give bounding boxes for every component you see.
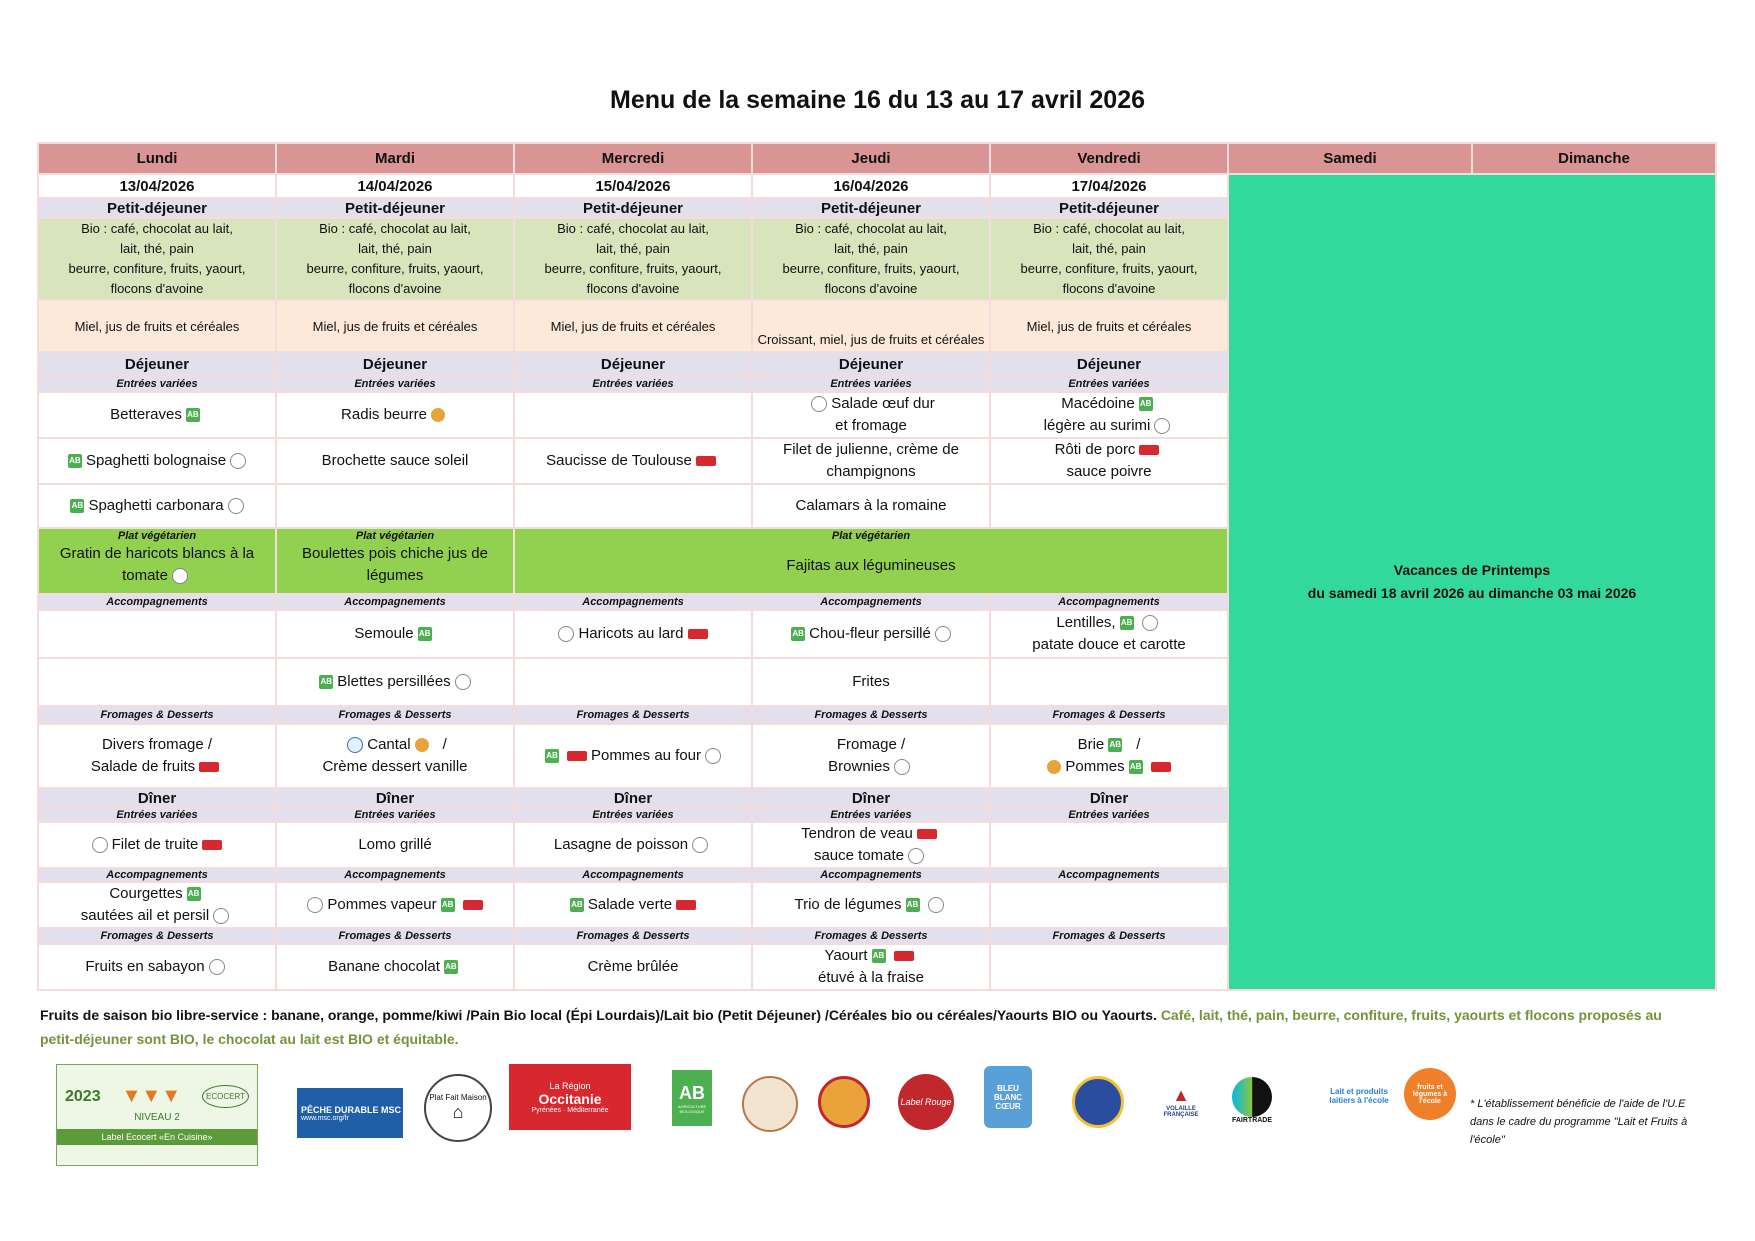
occitanie-icon bbox=[463, 900, 483, 910]
dish-cell bbox=[276, 944, 514, 990]
section-label: Plat végétarien bbox=[831, 530, 911, 542]
ecocert-label: Label Ecocert «En Cuisine» bbox=[57, 1129, 257, 1145]
meal-label: Déjeuner bbox=[38, 352, 276, 376]
dish-name: Crème dessert vanille bbox=[322, 758, 468, 775]
dish-name: Salade verte bbox=[587, 896, 673, 913]
section-label: Fromages & Desserts bbox=[990, 706, 1228, 724]
vegetarian-cell bbox=[514, 528, 752, 594]
section-label: Plat végétarien bbox=[355, 530, 435, 542]
fait-maison-logo bbox=[424, 1074, 492, 1142]
homemade-icon bbox=[455, 674, 471, 690]
breakfast-bio-cell bbox=[38, 218, 276, 300]
dish-cell bbox=[38, 944, 276, 990]
house-icon: ⌂ bbox=[452, 1102, 464, 1122]
dish-name: Fruits en sabayon bbox=[85, 958, 205, 975]
dish-cell bbox=[514, 944, 752, 990]
ab-organic-icon: AB bbox=[441, 898, 455, 912]
dish-name: Saucisse de Toulouse bbox=[546, 452, 692, 469]
section-label: Fromages & Desserts bbox=[276, 928, 514, 944]
occitanie-icon bbox=[202, 840, 222, 850]
dish-name: patate douce et carotte bbox=[1032, 636, 1186, 653]
section-label: Accompagnements bbox=[752, 868, 990, 882]
dish-cell bbox=[276, 610, 514, 658]
section-label: Entrées variées bbox=[38, 376, 276, 392]
homemade-icon bbox=[1142, 615, 1158, 631]
section-label: Accompagnements bbox=[990, 594, 1228, 610]
dish-cell bbox=[752, 944, 990, 990]
page-title: Menu de la semaine 16 du 13 au 17 avril 2026 bbox=[610, 86, 1145, 114]
dish-name: et fromage bbox=[835, 417, 907, 434]
breakfast-extra: Miel, jus de fruits et céréales bbox=[276, 300, 514, 352]
lait-ecole-logo bbox=[1328, 1070, 1390, 1122]
breakfast-bio-cell bbox=[990, 218, 1228, 300]
homemade-icon bbox=[172, 568, 188, 584]
dish-cell bbox=[276, 392, 514, 438]
dish-cell bbox=[990, 822, 1228, 868]
fait-maison-label: Plat Fait Maison bbox=[429, 1093, 487, 1102]
date-cell: 17/04/2026 bbox=[990, 174, 1228, 198]
dish-cell bbox=[752, 882, 990, 928]
dish-cell bbox=[38, 822, 276, 868]
msc-url: www.msc.org/fr bbox=[301, 1114, 349, 1122]
ecocert-logo bbox=[56, 1064, 258, 1166]
breakfast-bio-cell bbox=[514, 218, 752, 300]
meal-label: Dîner bbox=[752, 788, 990, 808]
vpf-label: VOLAILLE FRANÇAISE bbox=[1163, 1105, 1199, 1118]
meal-label: Petit-déjeuner bbox=[514, 198, 752, 218]
eu-funding-note: * L'établissement bénéficie de l'aide de l'U.E dans le cadre du programme "Lait et Fruits à l'école" bbox=[1470, 1098, 1688, 1146]
breakfast-extra: Miel, jus de fruits et céréales bbox=[990, 300, 1228, 352]
ab-organic-icon: AB bbox=[70, 499, 84, 513]
section-label: Plat végétarien bbox=[117, 530, 197, 542]
ecocert-badge: ECOCERT bbox=[202, 1085, 249, 1108]
section-label: Entrées variées bbox=[752, 808, 990, 822]
dish-name: Frites bbox=[852, 673, 890, 690]
occitanie-icon bbox=[688, 629, 708, 639]
dish-name: Crème brûlée bbox=[587, 958, 679, 975]
dish-name: Macédoine bbox=[1061, 395, 1135, 412]
dish-cell bbox=[514, 822, 752, 868]
lait-ecole-label: Lait et produits laitiers à l'école bbox=[1329, 1087, 1389, 1105]
dish-name: Betteraves bbox=[110, 406, 182, 423]
dish-name: Calamars à la romaine bbox=[795, 497, 947, 514]
footer-note bbox=[40, 1003, 1680, 1051]
dish-name: tomate bbox=[122, 567, 168, 584]
dish-cell bbox=[514, 392, 752, 438]
bio-line: beurre, confiture, fruits, yaourt, bbox=[782, 261, 960, 276]
homemade-icon bbox=[894, 759, 910, 775]
dish-cell bbox=[38, 658, 276, 706]
dish-cell bbox=[752, 610, 990, 658]
dish-cell bbox=[990, 610, 1228, 658]
meal-label: Dîner bbox=[990, 788, 1228, 808]
section-label: Accompagnements bbox=[752, 594, 990, 610]
dish-name: Courgettes bbox=[109, 885, 183, 902]
bio-line: lait, thé, pain bbox=[358, 241, 432, 256]
breakfast-extra: Miel, jus de fruits et céréales bbox=[514, 300, 752, 352]
slash: / bbox=[1136, 736, 1141, 753]
bio-line: Bio : café, chocolat au lait, bbox=[81, 221, 233, 236]
breakfast-extra: Miel, jus de fruits et céréales bbox=[38, 300, 276, 352]
dish-cell bbox=[514, 724, 752, 788]
aop-icon bbox=[415, 738, 429, 752]
occitanie-icon bbox=[567, 751, 587, 761]
homemade-icon bbox=[228, 498, 244, 514]
carrot-icon: ▼▼▼ bbox=[121, 1085, 181, 1107]
meal-label: Déjeuner bbox=[276, 352, 514, 376]
section-label: Fromages & Desserts bbox=[514, 706, 752, 724]
ab-organic-icon: AB bbox=[1120, 616, 1134, 630]
ab-organic-icon: AB bbox=[418, 627, 432, 641]
ab-organic-icon: AB bbox=[1129, 760, 1143, 774]
dish-name: Blettes persillées bbox=[337, 673, 451, 690]
dish-name: Tendron de veau bbox=[801, 825, 913, 842]
dish-cell bbox=[276, 438, 514, 484]
day-header: Samedi bbox=[1228, 143, 1472, 174]
homemade-icon bbox=[908, 848, 924, 864]
vacation-block bbox=[1228, 174, 1716, 990]
meal-label: Déjeuner bbox=[752, 352, 990, 376]
dish-cell bbox=[990, 882, 1228, 928]
dish-name: Divers fromage / bbox=[101, 736, 213, 753]
section-label: Fromages & Desserts bbox=[752, 928, 990, 944]
dish-name: sauce poivre bbox=[1066, 463, 1152, 480]
dish-cell bbox=[38, 724, 276, 788]
vegetarian-cell bbox=[990, 528, 1228, 594]
slash: / bbox=[442, 736, 447, 753]
dish-name: Rôti de porc bbox=[1054, 441, 1136, 458]
bio-line: beurre, confiture, fruits, yaourt, bbox=[306, 261, 484, 276]
section-label: Entrées variées bbox=[752, 376, 990, 392]
ab-organic-icon: AB bbox=[68, 454, 82, 468]
date-cell: 13/04/2026 bbox=[38, 174, 276, 198]
homemade-icon bbox=[811, 396, 827, 412]
day-header: Jeudi bbox=[752, 143, 990, 174]
breakfast-extra: Croissant, miel, jus de fruits et céréales bbox=[752, 300, 990, 352]
section-label: Fromages & Desserts bbox=[38, 928, 276, 944]
day-header: Lundi bbox=[38, 143, 276, 174]
dish-cell bbox=[990, 392, 1228, 438]
dish-name: étuvé à la fraise bbox=[818, 969, 924, 986]
vacation-title: Vacances de Printemps bbox=[1393, 562, 1551, 578]
dish-cell bbox=[276, 822, 514, 868]
dish-name: sauce tomate bbox=[813, 847, 905, 864]
section-label: Accompagnements bbox=[990, 868, 1228, 882]
menu-table bbox=[37, 142, 1717, 991]
occitanie-icon bbox=[1151, 762, 1171, 772]
local-product-icon bbox=[431, 408, 445, 422]
ab-organic-icon: AB bbox=[319, 675, 333, 689]
occitanie-icon bbox=[676, 900, 696, 910]
dish-cell bbox=[38, 610, 276, 658]
breakfast-bio-cell bbox=[752, 218, 990, 300]
section-label: Fromages & Desserts bbox=[276, 706, 514, 724]
bbc-label: BLEU BLANC CŒUR bbox=[994, 1083, 1022, 1111]
dish-name: Lomo grillé bbox=[358, 836, 432, 853]
occitanie-logo bbox=[509, 1064, 631, 1130]
dish-name: Trio de légumes bbox=[794, 896, 902, 913]
aop-icon bbox=[818, 1076, 870, 1128]
dish-cell bbox=[990, 944, 1228, 990]
bio-line: flocons d'avoine bbox=[110, 281, 204, 296]
dish-cell bbox=[514, 484, 752, 528]
ab-label: AB bbox=[679, 1082, 705, 1103]
dish-name: Pommes au four bbox=[590, 747, 702, 764]
dish-name: Semoule bbox=[354, 625, 414, 642]
dish-name: Pommes bbox=[1065, 758, 1125, 775]
meal-label: Petit-déjeuner bbox=[752, 198, 990, 218]
dish-name: Radis beurre bbox=[341, 406, 427, 423]
section-label: Fromages & Desserts bbox=[38, 706, 276, 724]
dish-cell bbox=[276, 484, 514, 528]
flag-icon: ▲ bbox=[1172, 1084, 1190, 1105]
fruits-ecole-label: fruits et légumes à l'école bbox=[1412, 1083, 1448, 1105]
section-label: Accompagnements bbox=[514, 594, 752, 610]
occitanie-icon bbox=[199, 762, 219, 772]
bio-line: Bio : café, chocolat au lait, bbox=[795, 221, 947, 236]
dish-name: Haricots au lard bbox=[578, 625, 684, 642]
section-label: Accompagnements bbox=[38, 868, 276, 882]
fruits-ecole-logo bbox=[1404, 1068, 1456, 1120]
fruits-ecole-icon bbox=[1047, 760, 1061, 774]
igp-icon bbox=[1072, 1076, 1124, 1128]
msc-icon bbox=[347, 737, 363, 753]
dish-cell bbox=[752, 438, 990, 484]
homemade-icon bbox=[92, 837, 108, 853]
ecocert-year: 2023 bbox=[65, 1087, 101, 1105]
section-label: Entrées variées bbox=[514, 808, 752, 822]
section-label: Fromages & Desserts bbox=[514, 928, 752, 944]
ab-organic-icon: AB bbox=[872, 949, 886, 963]
bio-line: lait, thé, pain bbox=[834, 241, 908, 256]
dish-cell bbox=[276, 658, 514, 706]
ab-sub: AGRICULTURE BIOLOGIQUE bbox=[677, 1103, 707, 1114]
meal-label: Dîner bbox=[38, 788, 276, 808]
ab-organic-icon: AB bbox=[545, 749, 559, 763]
label-rouge-logo bbox=[898, 1074, 954, 1130]
section-label: Entrées variées bbox=[514, 376, 752, 392]
date-cell: 15/04/2026 bbox=[514, 174, 752, 198]
homemade-icon bbox=[558, 626, 574, 642]
dish-cell bbox=[38, 484, 276, 528]
dish-name: légère au surimi bbox=[1043, 417, 1151, 434]
ab-logo bbox=[672, 1070, 712, 1126]
dish-name: Salade de fruits bbox=[90, 758, 196, 775]
dish-name: Spaghetti carbonara bbox=[88, 497, 224, 514]
occitanie-icon bbox=[1139, 445, 1159, 455]
ab-organic-icon: AB bbox=[1139, 397, 1153, 411]
dish-cell bbox=[752, 392, 990, 438]
dish-name: Brownies bbox=[828, 758, 890, 775]
section-label: Accompagnements bbox=[38, 594, 276, 610]
date-cell: 16/04/2026 bbox=[752, 174, 990, 198]
meal-label: Petit-déjeuner bbox=[990, 198, 1228, 218]
dish-name: Banane chocolat bbox=[328, 958, 440, 975]
dish-cell bbox=[38, 882, 276, 928]
bio-line: Bio : café, chocolat au lait, bbox=[319, 221, 471, 236]
dish-name: légumes bbox=[366, 567, 424, 584]
dish-cell bbox=[990, 658, 1228, 706]
vegetarian-cell bbox=[38, 528, 276, 594]
dish-cell bbox=[990, 724, 1228, 788]
section-label: Entrées variées bbox=[990, 808, 1228, 822]
homemade-icon bbox=[213, 908, 229, 924]
section-label: Accompagnements bbox=[276, 868, 514, 882]
footer-text: Fruits de saison bio libre-service : banane, orange, pomme/kiwi /Pain Bio local (Épi Lourdais)/Lait bio (Petit Déjeuner) /Céréales bio ou céréales/Yaourts BIO ou Yaourts. bbox=[40, 1007, 1157, 1023]
dish-cell bbox=[276, 724, 514, 788]
dish-cell bbox=[752, 822, 990, 868]
dish-name: Fromage / bbox=[836, 736, 906, 753]
vegetarian-cell bbox=[752, 528, 990, 594]
date-cell: 14/04/2026 bbox=[276, 174, 514, 198]
bio-line: beurre, confiture, fruits, yaourt, bbox=[544, 261, 722, 276]
homemade-icon bbox=[935, 626, 951, 642]
bio-line: Bio : café, chocolat au lait, bbox=[557, 221, 709, 236]
vegetarian-cell bbox=[276, 528, 514, 594]
msc-label: PÊCHE DURABLE MSC bbox=[301, 1104, 402, 1115]
bio-line: flocons d'avoine bbox=[1062, 281, 1156, 296]
dish-cell bbox=[276, 882, 514, 928]
dish-cell bbox=[514, 438, 752, 484]
homemade-icon bbox=[692, 837, 708, 853]
meal-label: Petit-déjeuner bbox=[276, 198, 514, 218]
meal-label: Petit-déjeuner bbox=[38, 198, 276, 218]
dish-name: Yaourt bbox=[824, 947, 868, 964]
dish-cell bbox=[514, 610, 752, 658]
homemade-icon bbox=[230, 453, 246, 469]
occitanie-icon bbox=[894, 951, 914, 961]
bio-line: flocons d'avoine bbox=[348, 281, 442, 296]
label-rouge-text: Label Rouge bbox=[900, 1097, 952, 1107]
homemade-icon bbox=[1154, 418, 1170, 434]
dish-cell bbox=[38, 392, 276, 438]
dish-cell bbox=[514, 658, 752, 706]
fairtrade-label: FAIRTRADE bbox=[1231, 1116, 1273, 1124]
homemade-icon bbox=[928, 897, 944, 913]
section-label: Entrées variées bbox=[276, 376, 514, 392]
dish-cell bbox=[752, 658, 990, 706]
dish-name: Brie bbox=[1077, 736, 1105, 753]
ab-organic-icon: AB bbox=[1108, 738, 1122, 752]
bio-line: lait, thé, pain bbox=[596, 241, 670, 256]
bio-line: flocons d'avoine bbox=[586, 281, 680, 296]
dish-name: Gratin de haricots blancs à la bbox=[59, 545, 255, 562]
dish-name: Boulettes pois chiche jus de bbox=[302, 545, 488, 562]
dish-name: Filet de truite bbox=[111, 836, 199, 853]
section-label: Fromages & Desserts bbox=[990, 928, 1228, 944]
bio-line: lait, thé, pain bbox=[1072, 241, 1146, 256]
vacation-dates: du samedi 18 avril 2026 au dimanche 03 mai 2026 bbox=[1307, 585, 1637, 601]
dish-cell bbox=[990, 484, 1228, 528]
ab-organic-icon: AB bbox=[906, 898, 920, 912]
day-header: Vendredi bbox=[990, 143, 1228, 174]
dish-name: Lasagne de poisson bbox=[553, 836, 689, 853]
footer-bio-text: Café, lait, thé, pain, beurre, confiture, fruits, yaourts et flocons proposés au petit-déjeuner sont BIO, le chocolat au lait est BIO et équitable. bbox=[40, 1007, 1662, 1047]
homemade-icon bbox=[307, 897, 323, 913]
section-label: Accompagnements bbox=[276, 594, 514, 610]
dish-name: champignons bbox=[826, 463, 916, 480]
bio-line: beurre, confiture, fruits, yaourt, bbox=[1020, 261, 1198, 276]
meal-label: Déjeuner bbox=[990, 352, 1228, 376]
dish-name: sautées ail et persil bbox=[80, 907, 210, 924]
dish-name: Spaghetti bolognaise bbox=[85, 452, 227, 469]
dish-cell bbox=[990, 438, 1228, 484]
bio-line: lait, thé, pain bbox=[120, 241, 194, 256]
bio-line: beurre, confiture, fruits, yaourt, bbox=[68, 261, 246, 276]
day-header: Dimanche bbox=[1472, 143, 1716, 174]
date-row bbox=[38, 174, 1716, 198]
dish-name: Cantal bbox=[367, 736, 411, 753]
meal-label: Dîner bbox=[514, 788, 752, 808]
day-header: Mardi bbox=[276, 143, 514, 174]
section-label: Accompagnements bbox=[514, 868, 752, 882]
dish-cell bbox=[752, 724, 990, 788]
day-header-row bbox=[38, 143, 1716, 174]
dish-name: Fajitas aux légumineuses bbox=[786, 557, 956, 574]
bleu-blanc-coeur-logo bbox=[984, 1066, 1032, 1128]
dish-name: Chou-fleur persillé bbox=[809, 625, 931, 642]
ab-organic-icon: AB bbox=[791, 627, 805, 641]
occitanie-icon bbox=[917, 829, 937, 839]
dish-name: Salade œuf dur bbox=[831, 395, 935, 412]
msc-logo bbox=[297, 1088, 403, 1138]
meal-label: Déjeuner bbox=[514, 352, 752, 376]
homemade-icon bbox=[209, 959, 225, 975]
dish-cell bbox=[38, 438, 276, 484]
section-label: Entrées variées bbox=[990, 376, 1228, 392]
ab-organic-icon: AB bbox=[444, 960, 458, 974]
ecocert-level: NIVEAU 2 bbox=[134, 1112, 180, 1123]
bio-line: flocons d'avoine bbox=[824, 281, 918, 296]
bio-line: Bio : café, chocolat au lait, bbox=[1033, 221, 1185, 236]
section-label: Entrées variées bbox=[276, 808, 514, 822]
ab-organic-icon: AB bbox=[186, 408, 200, 422]
meal-label: Dîner bbox=[276, 788, 514, 808]
homemade-icon bbox=[705, 748, 721, 764]
dish-cell bbox=[514, 882, 752, 928]
dish-cell bbox=[752, 484, 990, 528]
dish-name: Pommes vapeur bbox=[327, 896, 437, 913]
occitanie-label: La Région bbox=[549, 1080, 591, 1091]
fairtrade-icon bbox=[1232, 1077, 1272, 1117]
occitanie-sub: Pyrénées · Méditerranée bbox=[531, 1106, 609, 1114]
dish-name: Filet de julienne, crème de bbox=[783, 441, 959, 458]
dish-name: Lentilles, bbox=[1056, 614, 1116, 631]
section-label: Fromages & Desserts bbox=[752, 706, 990, 724]
occitanie-icon bbox=[696, 456, 716, 466]
breakfast-bio-cell bbox=[276, 218, 514, 300]
ab-organic-icon: AB bbox=[187, 887, 201, 901]
local-seal-icon bbox=[742, 1076, 798, 1132]
section-label: Entrées variées bbox=[38, 808, 276, 822]
ab-organic-icon: AB bbox=[570, 898, 584, 912]
day-header: Mercredi bbox=[514, 143, 752, 174]
fairtrade-logo bbox=[1224, 1070, 1280, 1130]
dish-name: Brochette sauce soleil bbox=[321, 452, 469, 469]
volaille-francaise-logo bbox=[1156, 1078, 1206, 1124]
occitanie-name: Occitanie bbox=[538, 1090, 602, 1107]
